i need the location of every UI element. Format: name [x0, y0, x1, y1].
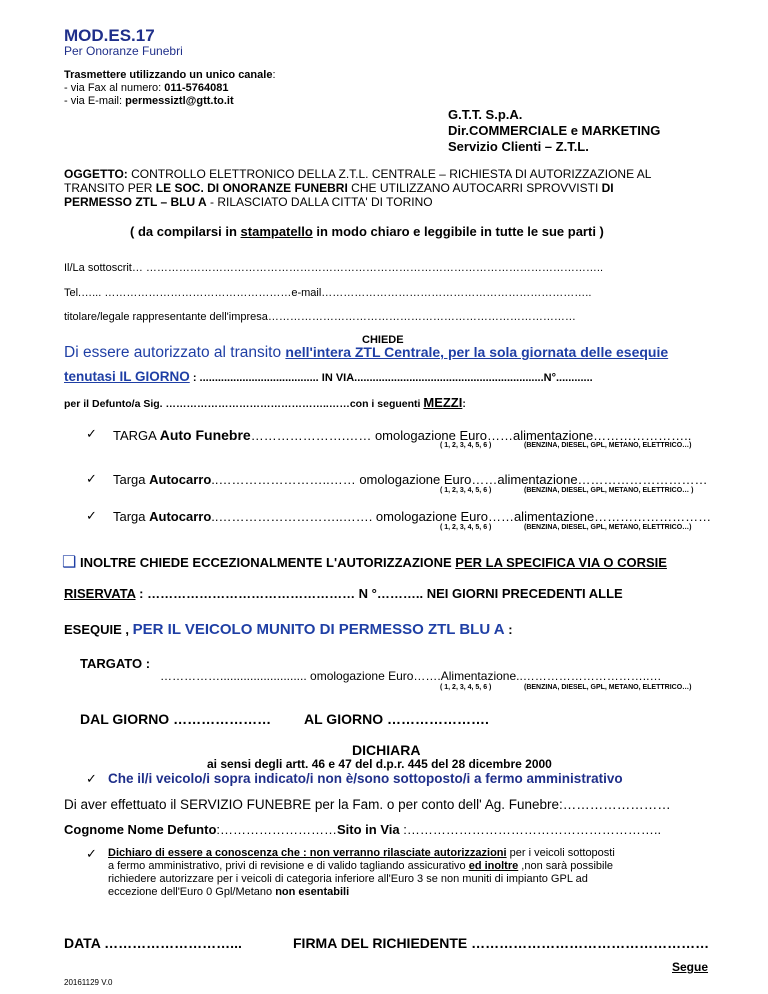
servizio-line[interactable]: Di aver effettuato il SERVIZIO FUNEBRE per la Fam. o per conto dell' Ag. Funebre:……………………	[64, 797, 671, 812]
instruction-line: ( da compilarsi in stampatello in modo chiaro e leggibile in tutte le sue parti )	[130, 224, 604, 239]
targato-fuel-hint: (BENZINA, DIESEL, GPL, METANO, ELETTRICO…)	[524, 684, 692, 691]
vehicle-2-fuel-hint: (BENZINA, DIESEL, GPL, METANO, ELETTRICO… )	[524, 487, 694, 494]
form-subtitle: Per Onoranze Funebri	[64, 44, 183, 58]
vehicle-1-euro-hint: ( 1, 2, 3, 4, 5, 6 )	[440, 442, 492, 449]
form-code: MOD.ES.17	[64, 26, 155, 45]
check-icon: ✓	[86, 426, 97, 441]
cognome-line[interactable]: Cognome Nome Defunto:………………………Sito in Via :…………………………………………………..	[64, 822, 662, 837]
targato-field[interactable]: …………….......................... omologazione Euro…….Alimentazione..…………………………..…	[160, 669, 662, 683]
al-giorno-field[interactable]: AL GIORNO ………………….	[304, 711, 489, 727]
subject-line-3: PERMESSO ZTL – BLU A - RILASCIATO DALLA CITTA' DI TORINO	[64, 195, 433, 209]
declare-line-2: a fermo amministrativo, privi di revisione e di valido tagliando assicurativo ed inoltre ,non sarà possibile	[108, 860, 614, 872]
chiede-main: Di essere autorizzato al transito nell'intera ZTL Centrale, per la sola giornata delle esequie	[64, 344, 669, 361]
fermo-line: Che il/i veicolo/i sopra indicato/i non è/sono sottoposto/i a fermo amministrativo	[108, 771, 623, 786]
check-icon: ✓	[86, 846, 97, 861]
dal-giorno-field[interactable]: DAL GIORNO …………………	[80, 711, 272, 727]
vehicle-2-line[interactable]: Targa Autocarro..……………………..…… omologazione Euro……alimentazione…………………………	[113, 472, 708, 487]
vehicle-1-fuel-hint: (BENZINA, DIESEL, GPL, METANO, ELETTRICO…)	[524, 442, 692, 449]
declare-line-4: eccezione dell'Euro 0 Gpl/Metano non esentabili	[108, 886, 350, 898]
dichiara-sub: ai sensi degli artt. 46 e 47 del d.p.r. 445 del 28 dicembre 2000	[207, 757, 552, 771]
declare-line-1: Dichiaro di essere a conoscenza che : non verranno rilasciate autorizzazioni per i veicoli sottoposti	[108, 847, 615, 859]
version-label: 20161129 V.0	[64, 978, 113, 987]
check-icon: ✓	[86, 508, 97, 523]
vehicle-3-euro-hint: ( 1, 2, 3, 4, 5, 6 )	[440, 524, 492, 531]
recipient-line-3: Servizio Clienti – Z.T.L.	[448, 139, 589, 154]
esequie-line: ESEQUIE , PER IL VEICOLO MUNITO DI PERMESSO ZTL BLU A :	[64, 621, 513, 638]
vehicle-1-line[interactable]: TARGA Auto Funebre………………….…… omologazione Euro……alimentazione…………………..	[113, 427, 692, 443]
fax-line: - via Fax al numero: 011-5764081	[64, 82, 229, 94]
checkbox-icon[interactable]: ❑	[62, 554, 77, 571]
sottoscritto-field[interactable]: Il/La sottoscrit… ……………………………………………………………………………………………………………..	[64, 262, 604, 274]
dichiara-heading: DICHIARA	[352, 742, 421, 758]
recipient-line-2: Dir.COMMERCIALE e MARKETING	[448, 123, 661, 138]
targato-euro-hint: ( 1, 2, 3, 4, 5, 6 )	[440, 684, 492, 691]
transmit-intro: Trasmettere utilizzando un unico canale:	[64, 69, 276, 81]
vehicle-3-fuel-hint: (BENZINA, DIESEL, GPL, METANO, ELETTRICO…)	[524, 524, 692, 531]
vehicle-2-euro-hint: ( 1, 2, 3, 4, 5, 6 )	[440, 487, 492, 494]
targato-label: TARGATO :	[80, 656, 151, 671]
riservata-line[interactable]: RISERVATA : ………………………………………… N °……….. NEI GIORNI PRECEDENTI ALLE	[64, 586, 623, 601]
defunto-line[interactable]: per il Defunto/a Sig. ………………………………………..……con i seguenti MEZZI:	[64, 395, 466, 410]
subject-line-1: OGGETTO: CONTROLLO ELETTRONICO DELLA Z.T.L. CENTRALE – RICHIESTA DI AUTORIZZAZIONE AL	[64, 167, 652, 181]
check-icon: ✓	[86, 471, 97, 486]
subject-line-2: TRANSITO PER LE SOC. DI ONORANZE FUNEBRI CHE UTILIZZANO AUTOCARRI SPROVVISTI DI	[64, 181, 614, 195]
extra-request-line: INOLTRE CHIEDE ECCEZIONALMENTE L'AUTORIZZAZIONE PER LA SPECIFICA VIA O CORSIE	[80, 555, 667, 570]
tel-email-field[interactable]: Tel.…... ……………………………………………e-mail………………………………………………………………..	[64, 287, 592, 299]
data-field[interactable]: DATA ………………………...	[64, 935, 242, 951]
chiede-heading: CHIEDE	[362, 334, 404, 346]
tenutasi-line[interactable]: tenutasi IL GIORNO : ....................................... IN VIA..............................................................N°............	[64, 369, 593, 384]
declare-line-3: richiedere autorizzare per i veicoli di categoria inferiore all'Euro 3 se non muniti di impianto GPL ad	[108, 873, 588, 885]
recipient-line-1: G.T.T. S.p.A.	[448, 107, 523, 122]
check-icon: ✓	[86, 771, 97, 786]
vehicle-3-line[interactable]: Targa Autocarro..………………………..……. omologazione Euro……alimentazione………………………	[113, 509, 712, 524]
email-line: - via E-mail: permessiztl@gtt.to.it	[64, 95, 234, 107]
titolare-field[interactable]: titolare/legale rappresentante dell'impresa…………………………………………………………………………	[64, 311, 576, 323]
firma-field[interactable]: FIRMA DEL RICHIEDENTE ……………………………………………	[293, 935, 710, 951]
segue-label: Segue	[672, 960, 709, 974]
